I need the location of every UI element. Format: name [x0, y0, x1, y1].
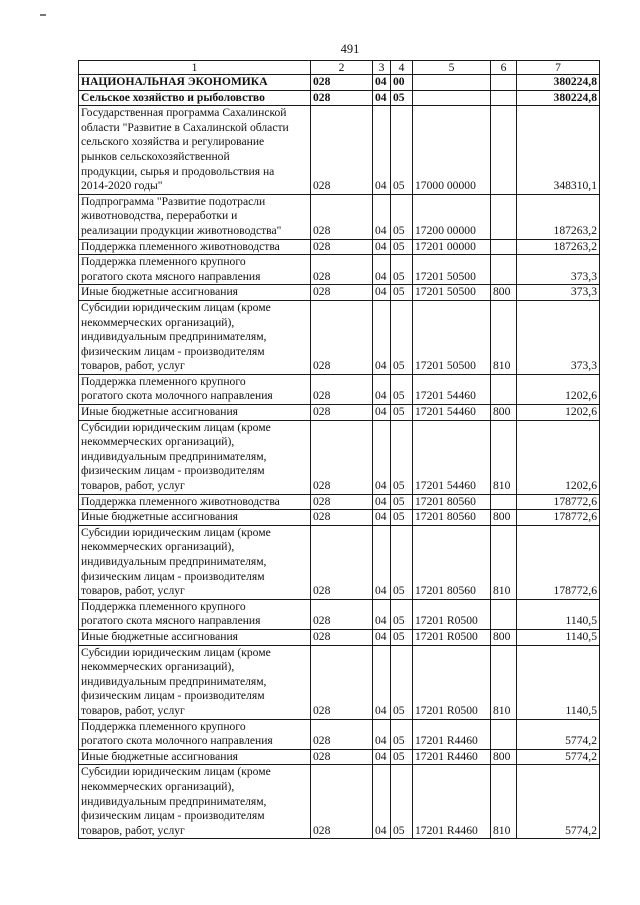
expense-type-cell — [491, 255, 517, 285]
admin-code-cell: 028 — [311, 374, 373, 404]
admin-code-cell: 028 — [311, 75, 373, 91]
target-article-cell: 17201 80560 — [413, 494, 491, 510]
admin-code-cell: 028 — [311, 510, 373, 526]
subsection-cell: 05 — [391, 420, 413, 494]
amount-cell: 1140,5 — [517, 629, 600, 645]
admin-code-cell: 028 — [311, 194, 373, 239]
target-article-cell: 17201 54460 — [413, 374, 491, 404]
subsection-cell: 05 — [391, 749, 413, 765]
target-article-cell: 17201 80560 — [413, 525, 491, 599]
section-cell: 04 — [373, 599, 391, 629]
admin-code-cell: 028 — [311, 420, 373, 494]
table-row — [79, 405, 600, 421]
target-article-cell — [413, 90, 491, 106]
table-row — [79, 765, 600, 839]
table-row — [79, 75, 600, 91]
table-row — [79, 494, 600, 510]
admin-code-cell: 028 — [311, 749, 373, 765]
subsection-cell: 05 — [391, 494, 413, 510]
table-row — [79, 255, 600, 285]
expense-type-cell — [491, 719, 517, 749]
table-row — [79, 239, 600, 255]
target-article-cell: 17201 R0500 — [413, 629, 491, 645]
amount-cell: 178772,6 — [517, 494, 600, 510]
expense-type-cell: 810 — [491, 645, 517, 719]
amount-cell: 187263,2 — [517, 239, 600, 255]
target-article-cell: 17201 50500 — [413, 285, 491, 301]
subsection-cell: 05 — [391, 239, 413, 255]
section-cell: 04 — [373, 749, 391, 765]
subsection-cell: 00 — [391, 75, 413, 91]
expense-type-cell: 800 — [491, 629, 517, 645]
subsection-cell: 05 — [391, 300, 413, 374]
row-name-cell: Субсидии юридическим лицам (кроме некоммерческих организаций), индивидуальным предпринимателям, физическим лицам - производителям товаров, работ, услуг — [79, 420, 311, 494]
subsection-cell: 05 — [391, 405, 413, 421]
row-name-cell: Иные бюджетные ассигнования — [79, 629, 311, 645]
admin-code-cell: 028 — [311, 255, 373, 285]
subsection-cell: 05 — [391, 525, 413, 599]
amount-cell: 380224,8 — [517, 75, 600, 91]
row-name-cell: Сельское хозяйство и рыболовство — [79, 90, 311, 106]
row-name-cell: Субсидии юридическим лицам (кроме некоммерческих организаций), индивидуальным предпринимателям, физическим лицам - производителям товаров, работ, услуг — [79, 645, 311, 719]
target-article-cell: 17201 54460 — [413, 405, 491, 421]
header-cell: 3 — [373, 61, 391, 75]
row-name-cell: Государственная программа Сахалинской области "Развитие в Сахалинской области сельского хозяйства и регулирование рынков сельскохозяйственной продукции, сырья и продовольствия на 2014-2020 годы" — [79, 106, 311, 195]
table-row — [79, 599, 600, 629]
expense-type-cell: 800 — [491, 510, 517, 526]
section-cell: 04 — [373, 75, 391, 91]
section-cell: 04 — [373, 194, 391, 239]
admin-code-cell: 028 — [311, 494, 373, 510]
expense-type-cell — [491, 599, 517, 629]
target-article-cell: 17201 50500 — [413, 300, 491, 374]
table-row — [79, 629, 600, 645]
row-name-cell: Иные бюджетные ассигнования — [79, 285, 311, 301]
expense-type-cell: 800 — [491, 285, 517, 301]
expense-type-cell — [491, 494, 517, 510]
target-article-cell: 17201 R4460 — [413, 719, 491, 749]
admin-code-cell: 028 — [311, 645, 373, 719]
expense-type-cell: 810 — [491, 765, 517, 839]
section-cell: 04 — [373, 494, 391, 510]
amount-cell: 373,3 — [517, 300, 600, 374]
target-article-cell: 17201 R4460 — [413, 749, 491, 765]
amount-cell: 1140,5 — [517, 599, 600, 629]
target-article-cell: 17201 54460 — [413, 420, 491, 494]
subsection-cell: 05 — [391, 765, 413, 839]
admin-code-cell: 028 — [311, 285, 373, 301]
expense-type-cell — [491, 374, 517, 404]
row-name-cell: Иные бюджетные ассигнования — [79, 749, 311, 765]
page-number: 491 — [340, 42, 360, 56]
expense-type-cell: 800 — [491, 749, 517, 765]
section-cell: 04 — [373, 285, 391, 301]
admin-code-cell: 028 — [311, 106, 373, 195]
section-cell: 04 — [373, 106, 391, 195]
admin-code-cell: 028 — [311, 765, 373, 839]
section-cell: 04 — [373, 90, 391, 106]
admin-code-cell: 028 — [311, 525, 373, 599]
row-name-cell: Поддержка племенного крупного рогатого скота мясного направления — [79, 255, 311, 285]
section-cell: 04 — [373, 719, 391, 749]
table-row — [79, 90, 600, 106]
row-name-cell: Подпрограмма "Развитие подотрасли животноводства, переработки и реализации продукции животноводства" — [79, 194, 311, 239]
target-article-cell: 17201 R0500 — [413, 599, 491, 629]
amount-cell: 5774,2 — [517, 719, 600, 749]
table-row — [79, 106, 600, 195]
subsection-cell: 05 — [391, 285, 413, 301]
amount-cell: 187263,2 — [517, 194, 600, 239]
table-row — [79, 719, 600, 749]
subsection-cell: 05 — [391, 374, 413, 404]
expense-type-cell: 810 — [491, 420, 517, 494]
target-article-cell: 17201 50500 — [413, 255, 491, 285]
section-cell: 04 — [373, 510, 391, 526]
admin-code-cell: 028 — [311, 300, 373, 374]
expense-type-cell — [491, 239, 517, 255]
target-article-cell: 17201 00000 — [413, 239, 491, 255]
row-name-cell: Иные бюджетные ассигнования — [79, 405, 311, 421]
admin-code-cell: 028 — [311, 599, 373, 629]
target-article-cell: 17000 00000 — [413, 106, 491, 195]
row-name-cell: Субсидии юридическим лицам (кроме некоммерческих организаций), индивидуальным предпринимателям, физическим лицам - производителям товаров, работ, услуг — [79, 525, 311, 599]
header-cell: 2 — [311, 61, 373, 75]
admin-code-cell: 028 — [311, 405, 373, 421]
row-name-cell: Поддержка племенного крупного рогатого скота молочного направления — [79, 374, 311, 404]
subsection-cell: 05 — [391, 599, 413, 629]
amount-cell: 1202,6 — [517, 420, 600, 494]
section-cell: 04 — [373, 300, 391, 374]
amount-cell: 373,3 — [517, 285, 600, 301]
table-row — [79, 420, 600, 494]
subsection-cell: 05 — [391, 629, 413, 645]
table-row — [79, 194, 600, 239]
section-cell: 04 — [373, 374, 391, 404]
expense-type-cell — [491, 194, 517, 239]
subsection-cell: 05 — [391, 255, 413, 285]
section-cell: 04 — [373, 765, 391, 839]
section-cell: 04 — [373, 525, 391, 599]
row-name-cell: Субсидии юридическим лицам (кроме некоммерческих организаций), индивидуальным предпринимателям, физическим лицам - производителям товаров, работ, услуг — [79, 300, 311, 374]
header-cell: 4 — [391, 61, 413, 75]
table-row — [79, 525, 600, 599]
row-name-cell: Субсидии юридическим лицам (кроме некоммерческих организаций), индивидуальным предпринимателям, физическим лицам - производителям товаров, работ, услуг — [79, 765, 311, 839]
amount-cell: 5774,2 — [517, 765, 600, 839]
admin-code-cell: 028 — [311, 719, 373, 749]
table-row — [79, 374, 600, 404]
expense-type-cell — [491, 106, 517, 195]
header-cell: 1 — [79, 61, 311, 75]
row-name-cell: Поддержка племенного крупного рогатого скота мясного направления — [79, 599, 311, 629]
row-name-cell: Иные бюджетные ассигнования — [79, 510, 311, 526]
table-row — [79, 645, 600, 719]
amount-cell: 1202,6 — [517, 374, 600, 404]
admin-code-cell: 028 — [311, 629, 373, 645]
target-article-cell: 17201 80560 — [413, 510, 491, 526]
amount-cell: 1140,5 — [517, 645, 600, 719]
amount-cell: 178772,6 — [517, 510, 600, 526]
section-cell: 04 — [373, 405, 391, 421]
section-cell: 04 — [373, 239, 391, 255]
section-cell: 04 — [373, 629, 391, 645]
subsection-cell: 05 — [391, 194, 413, 239]
admin-code-cell: 028 — [311, 90, 373, 106]
expense-type-cell: 810 — [491, 525, 517, 599]
expense-type-cell — [491, 75, 517, 91]
target-article-cell: 17200 00000 — [413, 194, 491, 239]
table-row — [79, 749, 600, 765]
expense-type-cell: 800 — [491, 405, 517, 421]
amount-cell: 1202,6 — [517, 405, 600, 421]
subsection-cell: 05 — [391, 90, 413, 106]
target-article-cell: 17201 R0500 — [413, 645, 491, 719]
amount-cell: 178772,6 — [517, 525, 600, 599]
amount-cell: 348310,1 — [517, 106, 600, 195]
expense-type-cell — [491, 90, 517, 106]
amount-cell: 373,3 — [517, 255, 600, 285]
header-cell: 6 — [491, 61, 517, 75]
table-row — [79, 300, 600, 374]
amount-cell: 5774,2 — [517, 749, 600, 765]
scan-mark — [40, 14, 46, 16]
section-cell: 04 — [373, 420, 391, 494]
budget-table — [78, 60, 600, 839]
target-article-cell: 17201 R4460 — [413, 765, 491, 839]
admin-code-cell: 028 — [311, 239, 373, 255]
header-row — [79, 61, 600, 75]
row-name-cell: Поддержка племенного крупного рогатого скота молочного направления — [79, 719, 311, 749]
header-cell: 5 — [413, 61, 491, 75]
header-cell: 7 — [517, 61, 600, 75]
amount-cell: 380224,8 — [517, 90, 600, 106]
subsection-cell: 05 — [391, 106, 413, 195]
table-row — [79, 285, 600, 301]
section-cell: 04 — [373, 645, 391, 719]
subsection-cell: 05 — [391, 645, 413, 719]
expense-type-cell: 810 — [491, 300, 517, 374]
subsection-cell: 05 — [391, 510, 413, 526]
row-name-cell: Поддержка племенного животноводства — [79, 239, 311, 255]
row-name-cell: НАЦИОНАЛЬНАЯ ЭКОНОМИКА — [79, 75, 311, 91]
subsection-cell: 05 — [391, 719, 413, 749]
table-row — [79, 510, 600, 526]
section-cell: 04 — [373, 255, 391, 285]
target-article-cell — [413, 75, 491, 91]
row-name-cell: Поддержка племенного животноводства — [79, 494, 311, 510]
